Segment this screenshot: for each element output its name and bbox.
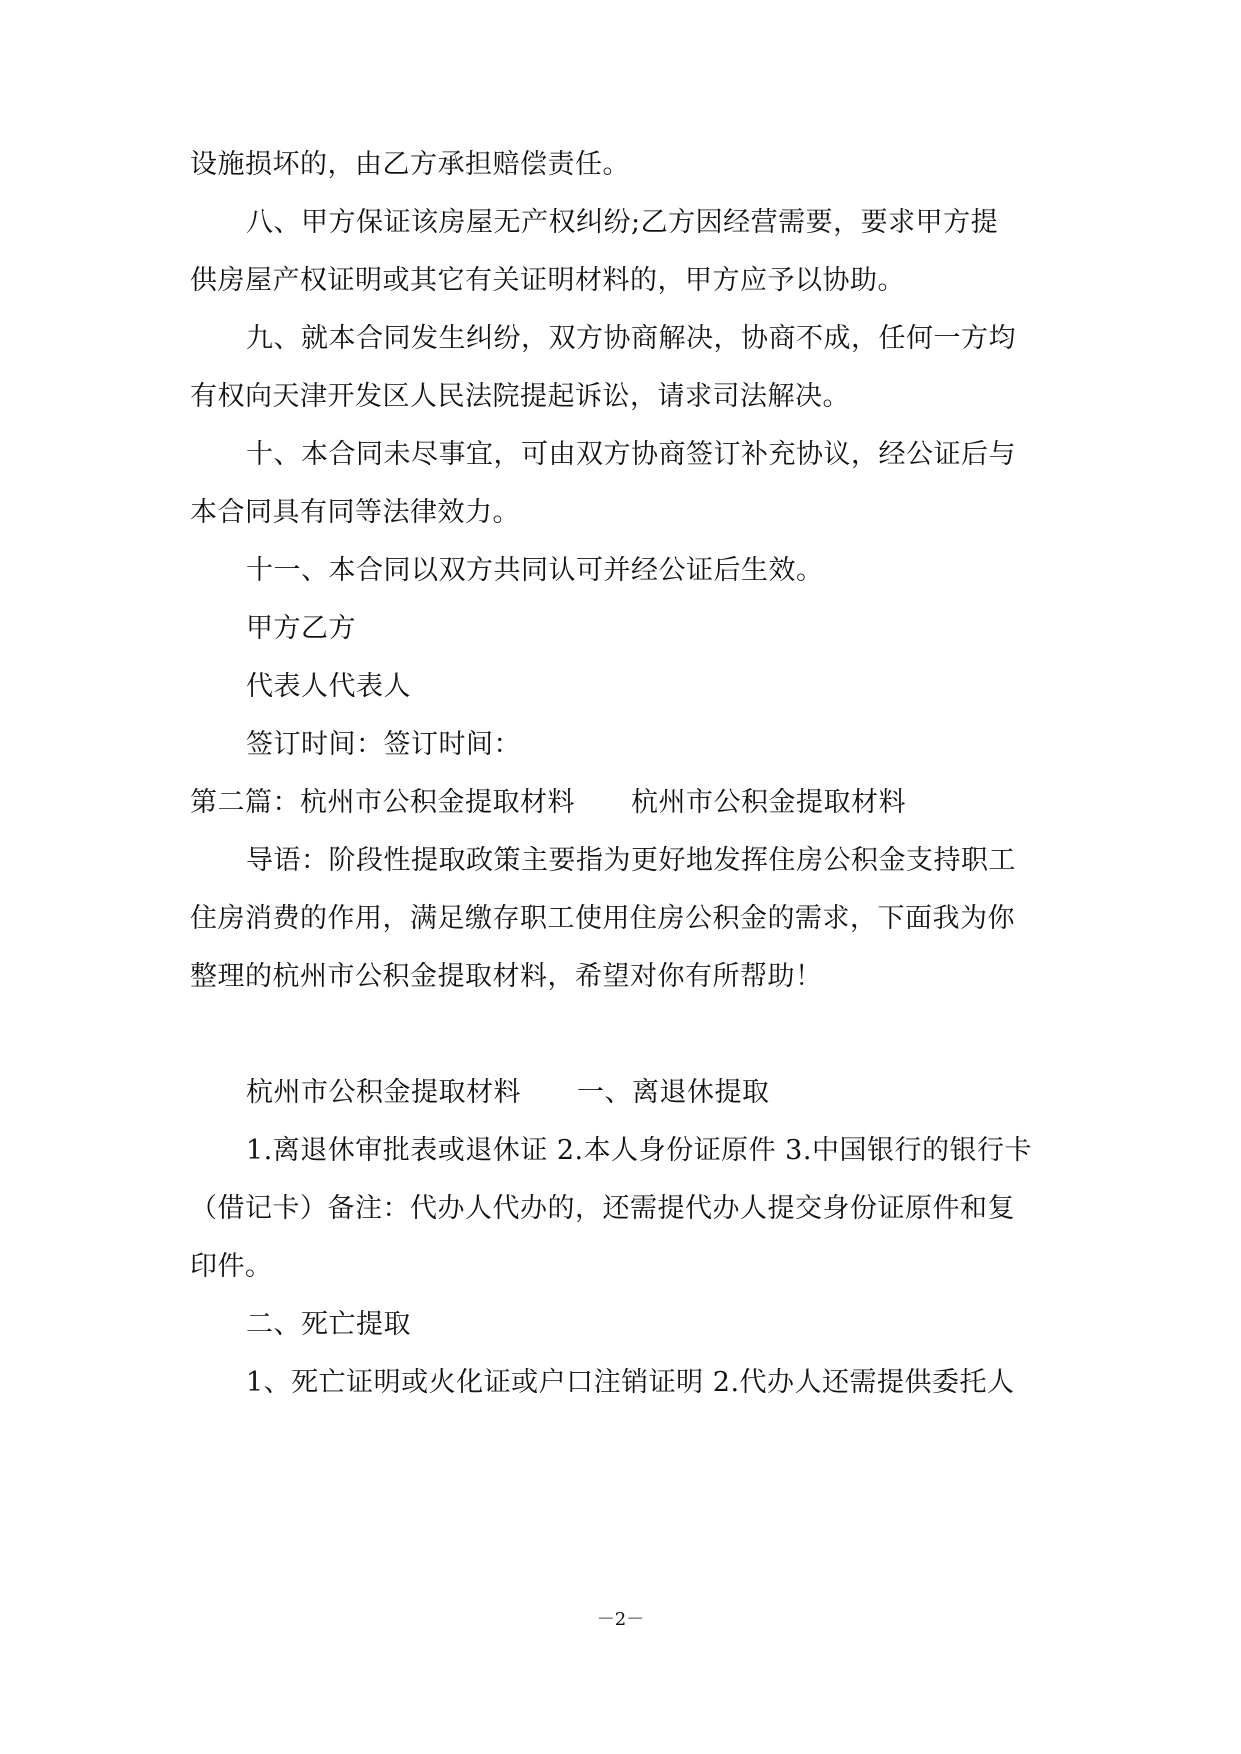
subsection-heading [246, 1073, 1126, 1113]
text-line: 1、死亡证明或火化证或户口注销证明 2.代办人还需提供委托人 [246, 1367, 1015, 1398]
text-line: 八、甲方保证该房屋无产权纠纷;乙方因经营需要，要求甲方提 [246, 207, 999, 238]
text-line: 签订时间：签订时间： [246, 729, 521, 760]
text-line: 代表人代表人 [246, 671, 411, 702]
text-line: 有权向天津开发区人民法院提起诉讼，请求司法解决。 [190, 381, 850, 412]
text-line: 住房消费的作用，满足缴存职工使用住房公积金的需求，下面我为你 [190, 903, 1015, 934]
text-line: 整理的杭州市公积金提取材料，希望对你有所帮助！ [190, 961, 823, 992]
text-line: 十、本合同未尽事宜，可由双方协商签订补充协议，经公证后与 [246, 439, 1016, 470]
section-heading-repeat: 杭州市公积金提取材料 [631, 787, 906, 818]
text-line: 二、死亡提取 [246, 1309, 411, 1340]
text-line: 导语：阶段性提取政策主要指为更好地发挥住房公积金支持职工 [246, 845, 1016, 876]
text-line: （借记卡）备注：代办人代办的，还需提代办人提交身份证原件和复 [190, 1193, 1015, 1224]
section-heading-title: 第二篇：杭州市公积金提取材料 [190, 787, 575, 818]
text-line: 十一、本合同以双方共同认可并经公证后生效。 [246, 555, 824, 586]
text-line: 本合同具有同等法律效力。 [190, 497, 520, 528]
text-line: 甲方乙方 [246, 613, 356, 644]
subsection-heading-title: 杭州市公积金提取材料 [246, 1077, 521, 1108]
section-heading [190, 783, 1070, 823]
page-number: －2－ [596, 1609, 645, 1630]
text-line: 供房屋产权证明或其它有关证明材料的，甲方应予以协助。 [190, 265, 905, 296]
text-line: 印件。 [190, 1251, 273, 1282]
subsection-heading-item: 一、离退休提取 [577, 1077, 770, 1108]
text-line: 九、就本合同发生纠纷，双方协商解决，协商不成，任何一方均 [246, 323, 1016, 354]
text-line: 设施损坏的，由乙方承担赔偿责任。 [190, 149, 630, 180]
text-line: 1.离退休审批表或退休证 2.本人身份证原件 3.中国银行的银行卡 [246, 1135, 1032, 1166]
